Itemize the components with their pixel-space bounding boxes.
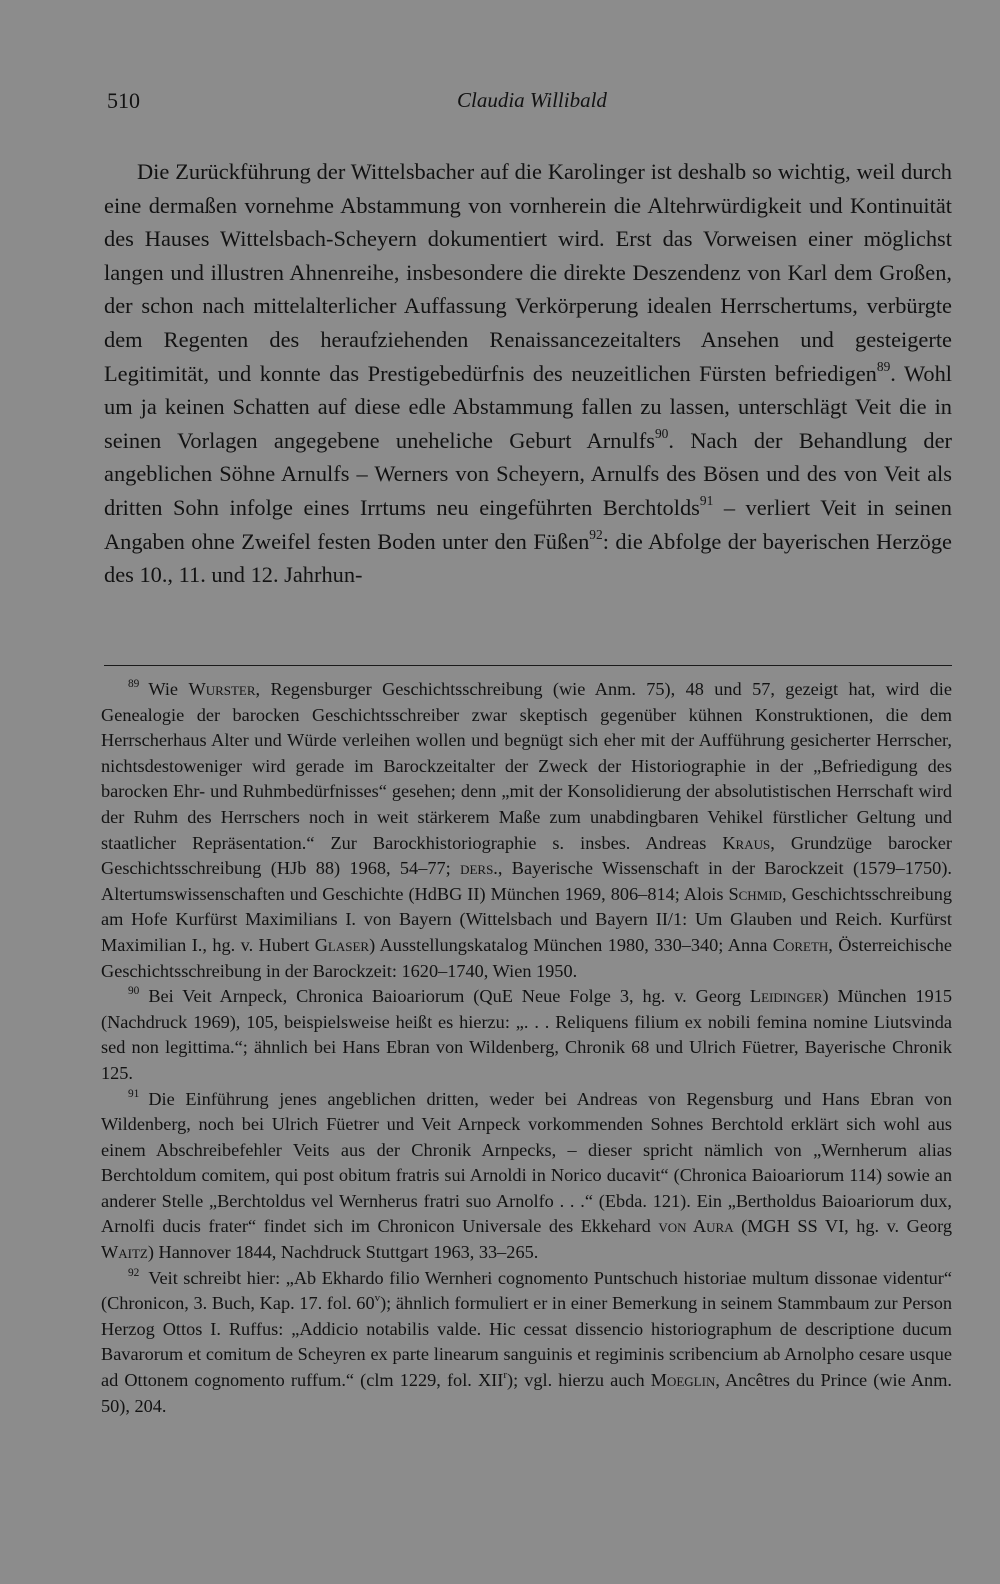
footnote-91 xyxy=(101,1087,952,1266)
main-text xyxy=(104,155,952,592)
footnote-ref-92: 92 xyxy=(589,526,603,542)
text-run: . Wohl um ja keinen Schatten auf diese edle Abstammung fallen zu lassen, unterschlägt Veit die in seinen Vorlagen angegebene uneheliche Geburt Arnulfs xyxy=(104,360,952,453)
text-run: Bei Veit Arnpeck, Chronica Baioariorum (QuE Neue Folge 3, hg. v. Georg xyxy=(148,986,750,1007)
footnote-separator xyxy=(104,665,952,666)
folio-side: r xyxy=(503,1368,507,1381)
footnotes xyxy=(101,677,952,1419)
text-run: , Bayerische Wissenschaft in der Barockzeit (1579–1750). Altertumswissenschaften und Geschichte (HdBG II) München 1969, 806–814; Alois xyxy=(101,858,952,904)
folio-side: v xyxy=(374,1292,381,1305)
text-run: , Regensburger Geschichtsschreibung (wie Anm. 75), 48 und 57, gezeigt hat, wird die Genealogie der barocken Geschichtsschreiber zwar skeptisch gegenüber kühnen Konstruktionen, die dem Herrscherhaus Alter und Würde verleihen wollen und begnügt sich eher mit der Aufführung gesicherter Herrscher, nichtsdestoweniger wird gerade im Barockzeitalter der Zweck der Historiographie in der „Befriedigung des barocken Ehr- und Ruhmbedürfnisses“ gesehen; denn „mit der Konsolidierung der absolutistischen Herrschaft wird der Ruhm des Herrschers noch in weit stärkerem Maße zum unabdingbaren Vehikel fürstlicher Geltung und staatlicher Repräsentation.“ Zur Barockhistoriographie s. insbes. Andreas xyxy=(101,679,952,853)
author-name: ders. xyxy=(460,858,498,879)
footnote-ref-90: 90 xyxy=(654,425,669,441)
footnote-90 xyxy=(101,984,952,1086)
author-name: Kraus xyxy=(722,832,771,853)
text-run: Die Zurückführung der Wittelsbacher auf die Karolinger ist deshalb so wichtig, weil durch eine dermaßen vornehme Abstammung von vornherein die Altehrwürdigkeit und Kontinuität des Hauses Wittelsbach-Scheyern dokumentiert wird. Erst das Vorweisen einer möglichst langen und illustren Ahnenreihe, insbesondere die direkte Deszendenz von Karl dem Großen, der schon nach mittelalterlicher Auffassung Verkörperung idealen Herrschertums, verbürgte dem Regenten des heraufziehenden Renaissancezeitalters Ansehen und gesteigerte Legitimität, und konnte das Prestigebedürfnis des neuzeitlichen Fürsten befriedigen xyxy=(104,159,952,386)
page-number: 510 xyxy=(107,88,140,113)
footnote-89 xyxy=(101,677,952,984)
author-name: Waitz xyxy=(101,1242,148,1263)
page-header xyxy=(107,88,952,122)
text-run: ) München 1915 (Nachdruck 1969), 105, beispielsweise heißt es hierzu: „. . . Reliquens filium ex nobili femina nomine Liutsvinda sed non legittima.“; ähnlich bei Hans Ebran von Wildenberg, Chronik 68 und Ulrich Füetrer, Bayerische Chronik 125. xyxy=(101,986,952,1083)
footnote-ref-91: 91 xyxy=(699,492,714,508)
author-name: Wurster xyxy=(188,679,256,699)
text-run: – verliert Veit in seinen Angaben ohne Zweifel festen Boden unter den Füßen xyxy=(104,494,953,554)
text-run: , Geschichtsschreibung am Hofe Kurfürst Maximilians I. von Bayern (Wittelsbach und Bayern II/1: Um Glauben und Reich. Kurfürst Maximilian I., hg. v. Hubert xyxy=(101,883,952,955)
text-run: ) Hannover 1844, Nachdruck Stuttgart 1963, 33–265. xyxy=(147,1242,539,1263)
text-run: , Grundzüge barocker Geschichtsschreibung (HJb 88) 1968, 54–77; xyxy=(101,832,953,879)
text-run: (MGH SS VI, hg. v. Georg xyxy=(733,1216,952,1237)
author-name: Coreth xyxy=(772,934,829,955)
author-name: Moeglin xyxy=(650,1370,716,1391)
footnote-ref-89: 89 xyxy=(876,358,891,374)
running-head: Claudia Willibald xyxy=(457,88,607,112)
text-run: Veit schreibt hier: „Ab Ekhardo filio Wernheri cognomento Puntschuch historiae multum dissonae videntur“ (Chronicon, 3. Buch, Kap. 17. fol. 60 xyxy=(101,1267,952,1314)
footnote-number: 91 xyxy=(128,1087,140,1100)
text-run: . Nach der Behandlung der angeblichen Söhne Arnulfs – Werners von Scheyern, Arnulfs des Bösen und des von Veit als dritten Sohn infolge eines Irrtums neu eingeführten Berchtolds xyxy=(104,427,952,520)
text-run: ); ähnlich formuliert er in einer Bemerkung in seinem Stammbaum zur Person Herzog Ottos I. Ruffus: „Addicio notabilis valde. Hic cessat dissencio historiographum de descriptione ducum Bavarorum et comitum de Scheyren ex parte linearum sanguinis et regiminis scribencium ab Arnolpho cesare usque ad Ottonem cognomento ruffum.“ (clm 1229, fol. XII xyxy=(101,1293,952,1391)
text-run: , Ancêtres du Prince (wie Anm. 50), 204. xyxy=(101,1370,952,1416)
text-run: : die Abfolge der bayerischen Herzöge des 10., 11. und 12. Jahrhun- xyxy=(104,528,952,588)
author-name: Glaser xyxy=(314,934,370,955)
text-run: Wie xyxy=(148,679,189,699)
text-run: Die Einführung jenes angeblichen dritten, weder bei Andreas von Regensburg und Hans Ebran von Wildenberg, noch bei Ulrich Füetrer und Veit Arnpeck vorkommenden Sohnes Berchtold erklärt sich wohl aus einem Abschreibefehler Veits aus der Chronik Arnpecks, – dieser spricht nämlich von „Wernherum alias Berchtoldum comitem, qui post obitum fratris sui Arnoldi in Norico ducavit“ (Chronica Baioariorum 114) sowie an anderer Stelle „Berchtoldus vel Wernherus fratri suo Arnolfo . . .“ (Ebda. 121). Ein „Bertholdus Baioariorum dux, Arnolfi ducis frater“ findet sich im Chronicon Universale des Ekkehard xyxy=(101,1088,952,1237)
text-run: , Österreichische Geschichtsschreibung in der Barockzeit: 1620–1740, Wien 1950. xyxy=(101,934,952,981)
footnote-number: 92 xyxy=(128,1266,140,1279)
author-name: von Aura xyxy=(658,1216,734,1237)
footnote-92 xyxy=(101,1266,952,1420)
footnote-number: 90 xyxy=(128,985,140,998)
text-run: ) Ausstellungskatalog München 1980, 330–340; Anna xyxy=(369,934,773,955)
text-run: ); vgl. hierzu auch xyxy=(507,1370,651,1391)
footnote-number: 89 xyxy=(128,678,140,691)
author-name: Schmid xyxy=(728,883,782,904)
author-name: Leidinger xyxy=(749,986,823,1007)
body-paragraph xyxy=(104,155,952,592)
